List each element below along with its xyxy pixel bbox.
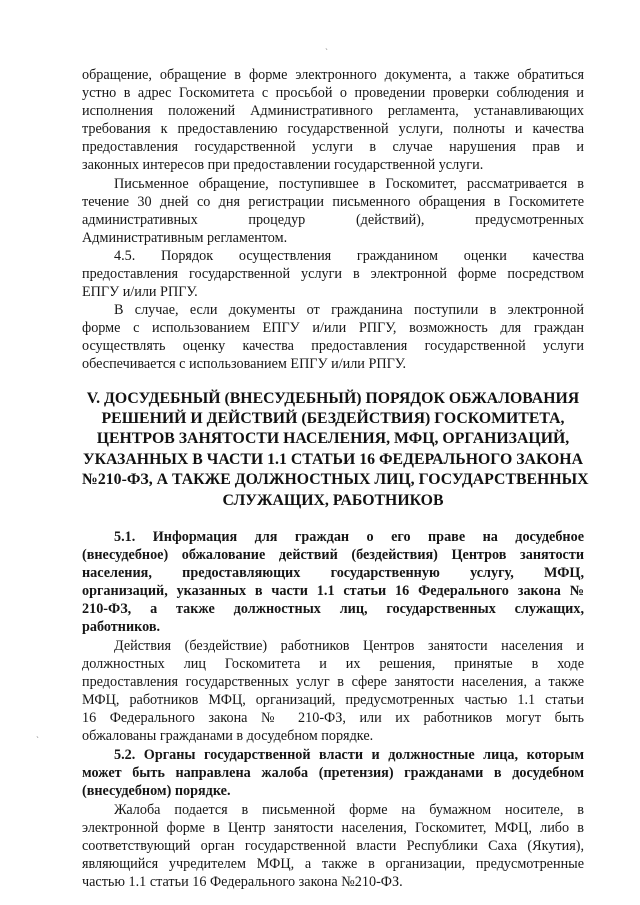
paragraph-line: течение 30 дней со дня регистрации письменного обращения в Госкомитете bbox=[82, 194, 584, 210]
subsection-5-2-line: (внесудебном) порядке. bbox=[82, 783, 231, 799]
paragraph-line: предоставления государственной услуги в случае нарушения прав и bbox=[82, 139, 584, 155]
paragraph-line: Административным регламентом. bbox=[82, 230, 288, 246]
paragraph-line: являющийся учредителем МФЦ, а также в организации, предусмотренные bbox=[82, 856, 584, 872]
subsection-5-2-line: может быть направлена жалоба (претензия) гражданами в досудебном bbox=[82, 765, 584, 781]
paragraph-line: требования к предоставлению государственной услуги, полноты и качества bbox=[82, 121, 584, 137]
paragraph-line: исполнения положений Административного регламента, устанавливающих bbox=[82, 103, 584, 119]
scan-mark: ˎ bbox=[36, 728, 39, 738]
paragraph-line: соответствующий орган государственной власти Республики Саха (Якутия), bbox=[82, 838, 584, 854]
paragraph-line: обращение, обращение в форме электронного документа, а также обратиться bbox=[82, 67, 584, 83]
paragraph-line: ЕПГУ и/или РПГУ. bbox=[82, 284, 198, 300]
subsection-5-1-line: 210-ФЗ, а также должностных лиц, государственных служащих, bbox=[82, 601, 584, 617]
paragraph-line: устно в адрес Госкомитета с просьбой о проведении проверки соблюдения и bbox=[82, 85, 584, 101]
paragraph-line: обжалованы гражданами в досудебном порядке. bbox=[82, 728, 374, 744]
subsection-5-1-line: населения, предоставляющих государственную услугу, МФЦ, bbox=[82, 565, 584, 581]
subsection-5-1-line: работников. bbox=[82, 619, 161, 635]
paragraph-line: частью 1.1 статьи 16 Федерального закона №210-ФЗ. bbox=[82, 874, 403, 890]
paragraph-line: законных интересов при предоставлении государственной услуги. bbox=[82, 157, 484, 173]
paragraph-line: МФЦ, работников МФЦ, организаций, предусмотренных частью 1.1 статьи bbox=[82, 692, 584, 708]
scan-mark: ˏ bbox=[325, 40, 328, 50]
paragraph-line: обеспечивается с использованием ЕПГУ и/или РПГУ. bbox=[82, 356, 407, 372]
paragraph-line: форме с использованием ЕПГУ и/или РПГУ, возможность для граждан bbox=[82, 320, 584, 336]
paragraph-line: предоставления государственной услуги в электронной форме посредством bbox=[82, 266, 584, 282]
paragraph-line: предоставления государственных услуг в сфере занятости населения, а также bbox=[82, 674, 584, 690]
paragraph-line: Письменное обращение, поступившее в Госкомитет, рассматривается в bbox=[114, 176, 584, 192]
paragraph-line: должностных лиц Госкомитета и их решения, принятые в ходе bbox=[82, 656, 584, 672]
section-heading-line: ЦЕНТРОВ ЗАНЯТОСТИ НАСЕЛЕНИЯ, МФЦ, ОРГАНИЗАЦИЙ, bbox=[96, 430, 570, 447]
subsection-5-1-line: организаций, указанных в части 1.1 статьи 16 Федерального закона № bbox=[82, 583, 584, 599]
subsection-5-2-line: 5.2. Органы государственной власти и должностные лица, которым bbox=[114, 747, 584, 763]
paragraph-line: электронной форме в Центр занятости населения, Госкомитет, МФЦ, либо в bbox=[82, 820, 584, 836]
paragraph-line: 4.5. Порядок осуществления гражданином оценки качества bbox=[114, 248, 584, 264]
paragraph-line: В случае, если документы от гражданина поступили в электронной bbox=[114, 302, 584, 318]
section-heading-line: РЕШЕНИЙ И ДЕЙСТВИЙ (БЕЗДЕЙСТВИЯ) ГОСКОМИТЕТА, bbox=[101, 410, 565, 427]
paragraph-line: административных процедур (действий), предусмотренных bbox=[82, 212, 584, 228]
section-heading-line: СЛУЖАЩИХ, РАБОТНИКОВ bbox=[222, 492, 444, 509]
paragraph-line: Действия (бездействие) работников Центров занятости населения и bbox=[114, 638, 584, 654]
paragraph-line: Жалоба подается в письменной форме на бумажном носителе, в bbox=[114, 802, 584, 818]
subsection-5-1-line: 5.1. Информация для граждан о его праве на досудебное bbox=[114, 529, 584, 545]
section-heading-line: №210-ФЗ, А ТАКЖЕ ДОЛЖНОСТНЫХ ЛИЦ, ГОСУДАРСТВЕННЫХ bbox=[82, 471, 589, 488]
subsection-5-1-line: (внесудебное) обжалование действий (бездействия) Центров занятости bbox=[82, 547, 584, 563]
paragraph-line: 16 Федерального закона № 210-ФЗ, или их работников могут быть bbox=[82, 710, 584, 726]
paragraph-line: осуществлять оценку качества предоставления государственной услуги bbox=[82, 338, 584, 354]
section-heading-line: V. ДОСУДЕБНЫЙ (ВНЕСУДЕБНЫЙ) ПОРЯДОК ОБЖАЛОВАНИЯ bbox=[86, 390, 580, 407]
section-heading-line: УКАЗАННЫХ В ЧАСТИ 1.1 СТАТЬИ 16 ФЕДЕРАЛЬНОГО ЗАКОНА bbox=[83, 451, 583, 468]
